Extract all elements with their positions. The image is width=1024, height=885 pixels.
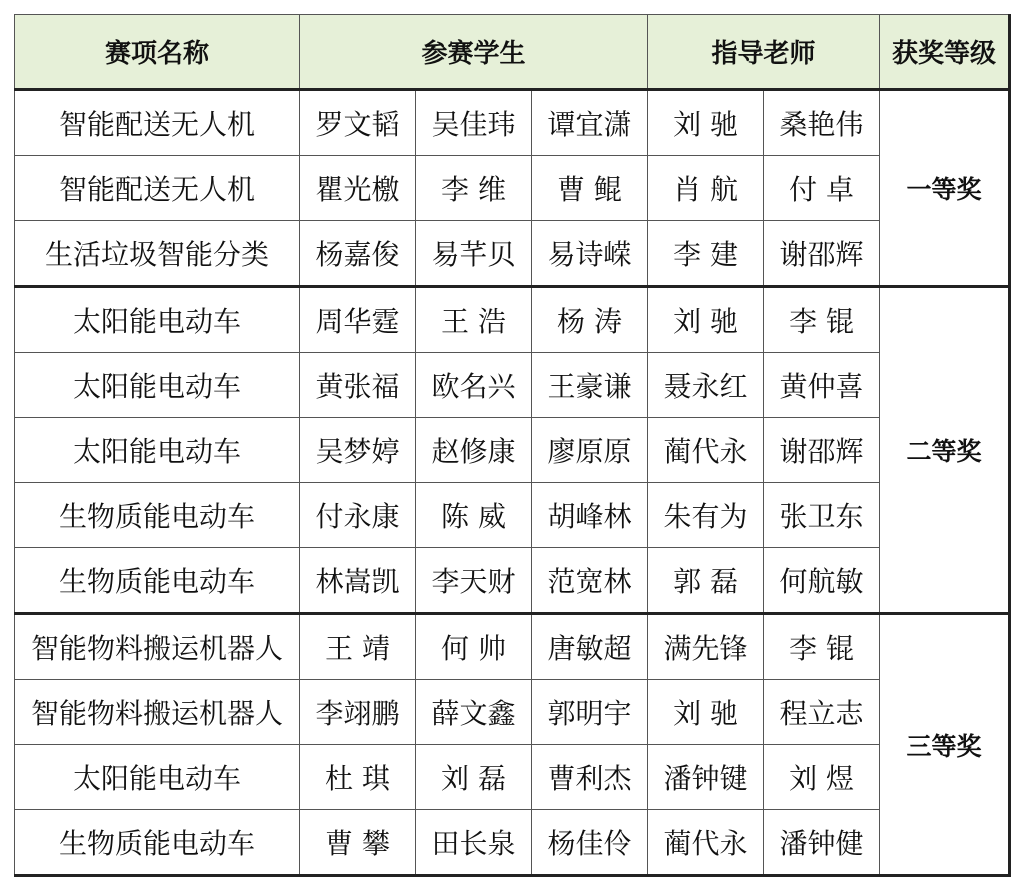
student-cell: 王豪谦 (532, 353, 648, 418)
table-row (15, 810, 1010, 876)
teacher-cell: 聂永红 (648, 353, 764, 418)
teacher-cell: 刘 驰 (648, 287, 764, 353)
student-cell: 李 维 (416, 156, 532, 221)
student-cell: 曹利杰 (532, 745, 648, 810)
student-cell: 易诗嵘 (532, 221, 648, 287)
student-cell: 罗文韬 (300, 90, 416, 156)
teacher-cell: 张卫东 (764, 483, 880, 548)
table-row (15, 90, 1010, 156)
award-group-second (15, 287, 1010, 614)
event-name: 智能物料搬运机器人 (15, 680, 300, 745)
teacher-cell: 刘 驰 (648, 680, 764, 745)
student-cell: 付永康 (300, 483, 416, 548)
award-group-first (15, 90, 1010, 287)
student-cell: 吴佳玮 (416, 90, 532, 156)
teacher-cell: 蔺代永 (648, 810, 764, 876)
student-cell: 欧名兴 (416, 353, 532, 418)
student-cell: 谭宜潇 (532, 90, 648, 156)
student-cell: 田长泉 (416, 810, 532, 876)
award-level: 三等奖 (880, 614, 1010, 876)
table-row (15, 483, 1010, 548)
table-row (15, 287, 1010, 353)
teacher-cell: 潘钟键 (648, 745, 764, 810)
table-row (15, 418, 1010, 483)
table-row (15, 353, 1010, 418)
teacher-cell: 肖 航 (648, 156, 764, 221)
student-cell: 吴梦婷 (300, 418, 416, 483)
table-row (15, 680, 1010, 745)
teacher-cell: 蔺代永 (648, 418, 764, 483)
teacher-cell: 付 卓 (764, 156, 880, 221)
teacher-cell: 朱有为 (648, 483, 764, 548)
table-row (15, 745, 1010, 810)
event-name: 生物质能电动车 (15, 483, 300, 548)
header-row (15, 15, 1010, 90)
teacher-cell: 潘钟健 (764, 810, 880, 876)
student-cell: 何 帅 (416, 614, 532, 680)
event-name: 太阳能电动车 (15, 353, 300, 418)
event-name: 太阳能电动车 (15, 745, 300, 810)
student-cell: 郭明宇 (532, 680, 648, 745)
table-row (15, 221, 1010, 287)
teacher-cell: 谢邵辉 (764, 418, 880, 483)
student-cell: 李天财 (416, 548, 532, 614)
student-cell: 刘 磊 (416, 745, 532, 810)
header-students: 参赛学生 (300, 15, 648, 90)
event-name: 生物质能电动车 (15, 548, 300, 614)
header-event: 赛项名称 (15, 15, 300, 90)
teacher-cell: 桑艳伟 (764, 90, 880, 156)
student-cell: 李翊鹏 (300, 680, 416, 745)
student-cell: 赵修康 (416, 418, 532, 483)
student-cell: 杨 涛 (532, 287, 648, 353)
student-cell: 范宽林 (532, 548, 648, 614)
student-cell: 杜 琪 (300, 745, 416, 810)
event-name: 太阳能电动车 (15, 418, 300, 483)
student-cell: 周华霆 (300, 287, 416, 353)
student-cell: 曹 鲲 (532, 156, 648, 221)
award-level: 一等奖 (880, 90, 1010, 287)
teacher-cell: 郭 磊 (648, 548, 764, 614)
student-cell: 易芊贝 (416, 221, 532, 287)
teacher-cell: 李 建 (648, 221, 764, 287)
header-teachers: 指导老师 (648, 15, 880, 90)
teacher-cell: 黄仲喜 (764, 353, 880, 418)
student-cell: 王 浩 (416, 287, 532, 353)
student-cell: 薛文鑫 (416, 680, 532, 745)
teacher-cell: 刘 煜 (764, 745, 880, 810)
student-cell: 杨佳伶 (532, 810, 648, 876)
student-cell: 唐敏超 (532, 614, 648, 680)
student-cell: 黄张福 (300, 353, 416, 418)
award-level: 二等奖 (880, 287, 1010, 614)
student-cell: 曹 攀 (300, 810, 416, 876)
event-name: 智能配送无人机 (15, 156, 300, 221)
table-row (15, 614, 1010, 680)
student-cell: 杨嘉俊 (300, 221, 416, 287)
teacher-cell: 满先锋 (648, 614, 764, 680)
header-award: 获奖等级 (880, 15, 1010, 90)
teacher-cell: 何航敏 (764, 548, 880, 614)
student-cell: 王 靖 (300, 614, 416, 680)
teacher-cell: 刘 驰 (648, 90, 764, 156)
student-cell: 瞿光檄 (300, 156, 416, 221)
table-row (15, 548, 1010, 614)
event-name: 智能物料搬运机器人 (15, 614, 300, 680)
student-cell: 廖原原 (532, 418, 648, 483)
student-cell: 陈 威 (416, 483, 532, 548)
student-cell: 林嵩凯 (300, 548, 416, 614)
event-name: 太阳能电动车 (15, 287, 300, 353)
event-name: 生活垃圾智能分类 (15, 221, 300, 287)
teacher-cell: 谢邵辉 (764, 221, 880, 287)
event-name: 智能配送无人机 (15, 90, 300, 156)
award-group-third (15, 614, 1010, 876)
table-row (15, 156, 1010, 221)
event-name: 生物质能电动车 (15, 810, 300, 876)
teacher-cell: 程立志 (764, 680, 880, 745)
teacher-cell: 李 锟 (764, 287, 880, 353)
student-cell: 胡峰林 (532, 483, 648, 548)
award-table (14, 14, 1011, 877)
teacher-cell: 李 锟 (764, 614, 880, 680)
